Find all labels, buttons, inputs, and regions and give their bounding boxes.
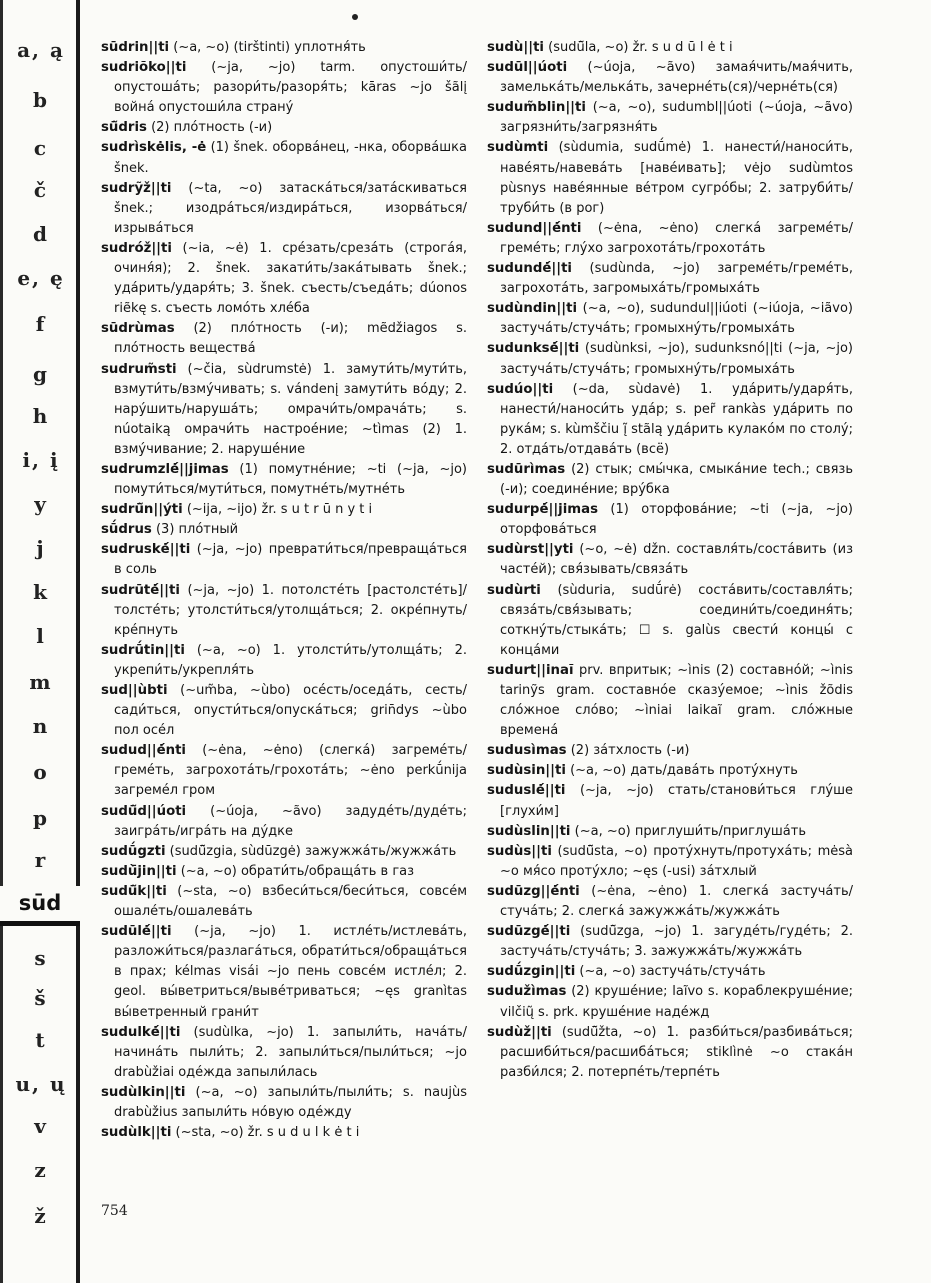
page-number: 754: [101, 1203, 128, 1219]
dictionary-entry: [487, 661, 853, 741]
entry-definition: (~ėna, ~ėno) (слегка́) загреме́ть/греме́ть, загрохота́ть/грохота́ть; ~ėno perkū́nija загреме́л гром: [114, 743, 467, 799]
entry-headword: sudróž||ti: [101, 240, 172, 256]
right-column: [487, 38, 853, 1083]
entry-definition: (~o, ~ė) džn. составля́ть/соста́вить (из часте́й); свя́зывать/связа́ть: [500, 542, 853, 578]
dictionary-entry: [101, 862, 467, 882]
entry-headword: sudrumzlė́||jimas: [101, 461, 229, 477]
dictionary-entry: [101, 802, 467, 842]
dictionary-entry: [487, 380, 853, 460]
entry-headword: sud||ùbti: [101, 683, 168, 698]
thumb-letter[interactable]: i, į: [22, 448, 60, 472]
dictionary-entry: [487, 882, 853, 922]
entry-headword: sudùrti: [487, 582, 541, 598]
entry-definition: (~a, ~o) 1. утолсти́ть/утолща́ть; 2. укрепи́ть/укрепля́ть: [114, 642, 467, 678]
entry-definition: (sudùnksi, ~jo), sudunksnó||ti (~ja, ~jo) застуча́ть/стуча́ть; громыхну́ть/громыха́ть: [500, 341, 853, 377]
thumb-letter[interactable]: s: [34, 946, 48, 970]
entry-definition: (2) плóтность (-и): [146, 120, 273, 136]
entry-headword: sudurt||inaĩ: [487, 662, 574, 678]
dictionary-entry: [487, 500, 853, 540]
thumb-letter[interactable]: š: [34, 986, 48, 1010]
entry-headword: sudū̃d||úoti: [101, 803, 187, 819]
dictionary-entry: [487, 98, 853, 138]
entry-headword: sudud||ė́nti: [101, 743, 186, 759]
entry-headword: sudūzgė́||ti: [487, 924, 571, 940]
entry-headword: sudùlk||ti: [101, 1125, 172, 1141]
dictionary-entry: [487, 138, 853, 218]
entry-definition: (sudū̃sta, ~o) проту́хнуть/протуха́ть; mėsà ~o мя́со проту́хло; ~ęs (-usi) за́тхлый: [500, 843, 853, 879]
entry-headword: sudùrst||yti: [487, 542, 574, 558]
dictionary-entry: [487, 842, 853, 882]
entry-definition: (~sta, ~o) žr. s u d u l k ė t i: [171, 1125, 360, 1141]
dictionary-entry: [101, 118, 467, 138]
entry-headword: sudūl||úoti: [487, 60, 568, 76]
dictionary-entry: [101, 581, 467, 641]
entry-definition: (3) плóтный: [151, 522, 239, 538]
thumb-letter[interactable]: y: [34, 492, 48, 516]
dictionary-entry: [487, 339, 853, 379]
dictionary-entry: [487, 299, 853, 339]
thumb-letter[interactable]: v: [34, 1114, 48, 1138]
entry-definition: (sudū̃la, ~o) žr. s u d ū l ė t i: [544, 40, 733, 55]
entry-definition: (~a, ~o), sudumbl||úoti (~úoja, ~ãvo) загрязни́ть/загрязня́ть: [500, 100, 853, 136]
thumb-letter[interactable]: a, ą: [17, 38, 65, 62]
entry-definition: (sùdumia, sudū́mė) 1. нанести́/наноси́ть, навéять/навева́ть [навéивать]; vėjo sudùmtos pùsnys навéянные ве́тром сугро́бы; 2. затруби́ть/труби́ть (в рог): [500, 140, 853, 216]
thumb-index-rule: [76, 0, 80, 1283]
entry-definition: (~ja, ~jo) преврати́ться/превраща́ться в соль: [114, 542, 467, 578]
entry-headword: sudrum̃sti: [101, 361, 177, 377]
entry-definition: (~a, ~o), sudundul||iúoti (~iúoja, ~iãvo) застуча́ть/стуча́ть; громыхну́ть/громыха́ть: [500, 301, 853, 337]
entry-headword: sudùlkin||ti: [101, 1084, 186, 1100]
entry-headword: sudrìskėlis, -ė: [101, 140, 207, 156]
entry-headword: sudrūtė́||ti: [101, 582, 180, 598]
entry-headword: sudrū̃n||ýti: [101, 502, 183, 518]
entry-headword: sūdrùmas: [101, 321, 175, 337]
entry-definition: (~ia, ~ė) 1. сре́зать/среза́ть (строга́я, очиня́я); 2. šnek. закати́ть/зака́тывать šnek.; уда́рить/ударя́ть; 3. šnek. съесть/съеда́ть; dúonos riẽkę s. съесть ломо́ть хле́ба: [114, 240, 467, 317]
entry-headword: sudùsin||ti: [487, 763, 566, 779]
dictionary-entry: [487, 460, 853, 500]
dictionary-entry: [101, 882, 467, 922]
thumb-letter[interactable]: b: [33, 88, 49, 112]
dictionary-entry: [101, 1123, 467, 1143]
entry-headword: sudrū́tin||ti: [101, 642, 185, 658]
entry-definition: (~ja, ~jo) tarm. опустоши́ть/опустоша́ть; разори́ть/разоря́ть; kāras ~jo šãlį войнá опустоши́ла страну́: [114, 60, 467, 116]
entry-definition: (~ja, ~jo) 1. истле́ть/истлева́ть, разложи́ться/разлага́ться, обрати́ться/обраща́ться в прах; kélmas visái ~jo пень совсе́м истле́л; 2. geol. вы́ветриться/вывéтриваться; ~ęs granìtas вы́ветренный грани́т: [114, 924, 467, 1020]
entry-headword: sudū́zgin||ti: [487, 964, 576, 980]
dictionary-entry: [101, 922, 467, 1022]
entry-headword: sudunksė́||ti: [487, 341, 580, 357]
entry-headword: sudum̃blin||ti: [487, 100, 586, 116]
dictionary-entry: [101, 520, 467, 540]
entry-headword: sudùmti: [487, 140, 549, 156]
dictionary-entry: [101, 460, 467, 500]
entry-definition: (2) стык; смы́чка, смыка́ние tech.; связь (-и); соедине́ние; вру́бка: [500, 461, 853, 498]
thumb-letter[interactable]: p: [33, 806, 49, 830]
entry-definition: (2) круше́ние; laĩvo s. кораблекруше́ние; vilčių̃ s. prk. круше́ние наде́жд: [500, 984, 853, 1020]
entry-headword: sudužìmas: [487, 984, 567, 1000]
thumb-letter[interactable]: n: [32, 714, 50, 738]
dictionary-entry: [101, 1023, 467, 1083]
dictionary-entry: [487, 781, 853, 821]
entry-definition: (~ta, ~o) затаска́ться/зата́скиваться šnek.; изодра́ться/издира́ться, изорва́ться/изрыва́ться: [114, 180, 467, 236]
thumb-letter[interactable]: r: [34, 848, 48, 872]
entry-definition: (2) плóтность (-и); mẽdžiagos s. плóтность вещества́: [114, 321, 467, 357]
entry-headword: suduslė́||ti: [487, 783, 566, 799]
thumb-letter[interactable]: e, ę: [17, 266, 65, 290]
dictionary-entry: [487, 822, 853, 842]
entry-definition: (~a, ~o) запыли́ть/пыли́ть; s. naujùs drabùžius запыли́ть но́вую оде́жду: [114, 1084, 467, 1120]
entry-headword: sudù||ti: [487, 40, 544, 55]
entry-definition: (~a, ~o) приглуши́ть/приглуша́ть: [570, 823, 806, 839]
dictionary-entry: [101, 319, 467, 359]
entry-definition: (sudū̃zga, ~jo) 1. загуде́ть/гуде́ть; 2. застуча́ть/стуча́ть; 3. зажужжа́ть/жужжа́ть: [500, 924, 853, 960]
entry-headword: sudurpė́||jimas: [487, 502, 599, 518]
dictionary-entry: [101, 681, 467, 741]
entry-headword: sudúo||ti: [487, 381, 554, 397]
dictionary-entry: [101, 842, 467, 862]
thumb-letter[interactable]: l: [36, 624, 46, 648]
entry-definition: prv. впритык; ~ìnis (2) составно́й; ~ìnis tarinỹs gram. составно́е сказу́емое; ~ìnis žõdis сло́жное сло́во; ~ìniai laikaĩ gram. сло́жные времена́: [500, 662, 853, 739]
thumb-letter[interactable]: c: [33, 136, 49, 160]
thumb-letter[interactable]: f: [35, 312, 47, 336]
thumb-letter[interactable]: z: [34, 1158, 48, 1182]
dictionary-entry: [101, 741, 467, 801]
entry-headword: sudū̃k||ti: [101, 883, 167, 899]
entry-headword: sudund||ė́nti: [487, 220, 582, 236]
thumb-letter[interactable]: ž: [34, 1204, 48, 1228]
entry-definition: (sùduria, sudū́rė) соста́вить/составля́ть; связа́ть/свя́зывать; соедини́ть/соединя́ть; соткну́ть/стыка́ть; ☐ s. galùs свести́ концы́ с конца́ми: [500, 582, 853, 658]
entry-definition: (~ja, ~jo) стать/станови́ться глу́ше [глухи́м]: [500, 783, 853, 819]
dictionary-entry: [487, 581, 853, 661]
entry-headword: sudùž||ti: [487, 1024, 552, 1040]
entry-definition: (~ėna, ~ėno) слегка́ загреме́ть/греме́ть; глу́хо загрохота́ть/грохота́ть: [500, 220, 853, 256]
entry-headword: sūdrin||ti: [101, 40, 170, 55]
dictionary-entry: [101, 239, 467, 319]
dictionary-entry: [487, 962, 853, 982]
entry-definition: (sudùnda, ~jo) загреме́ть/греме́ть, загрохота́ть, загромыха́ть/громыха́ть: [500, 261, 853, 297]
entry-headword: sudūlė́||ti: [101, 924, 172, 940]
dictionary-entry: [487, 982, 853, 1022]
entry-definition: (1) помутне́ние; ~ti (~ja, ~jo) помути́ться/мути́ться, помутне́ть/мутне́ть: [114, 461, 467, 498]
entry-definition: (sudū̃zgia, sùdūzgė) зажужжа́ть/жужжа́ть: [165, 843, 457, 859]
thumb-letter[interactable]: g: [33, 362, 49, 386]
entry-definition: (~a, ~o) (tirštinti) уплотня́ть: [169, 40, 366, 55]
entry-definition: (~ija, ~ijo) žr. s u t r ū n y t i: [182, 502, 373, 518]
dictionary-entry: [487, 922, 853, 962]
thumb-letter[interactable]: u, ų: [15, 1072, 67, 1096]
dictionary-entry: [487, 540, 853, 580]
dictionary-entry: [101, 500, 467, 520]
thumb-letter[interactable]: o: [33, 760, 49, 784]
entry-definition: (~úoja, ~ãvo) задуде́ть/дуде́ть; заигра́ть/игра́ть на ду́дке: [114, 803, 467, 839]
entry-definition: (1) оторфова́ние; ~ti (~ja, ~jo) оторфова́ться: [500, 502, 853, 538]
entry-definition: (~a, ~o) застуча́ть/стуча́ть: [575, 964, 766, 980]
dictionary-entry: [101, 1083, 467, 1123]
entry-headword: sudruskė́||ti: [101, 542, 191, 558]
entry-definition: (~um̃ba, ~ùbo) осе́сть/оседа́ть, сесть/сади́ться, опусти́ться/опуска́ться; grin̄dys ~ùbo пол осе́л: [114, 683, 467, 739]
thumb-letter[interactable]: h: [32, 404, 50, 428]
dictionary-entry: [487, 741, 853, 761]
dictionary-entry: [101, 38, 467, 58]
dictionary-entry: [487, 1023, 853, 1083]
entry-definition: (~čia, sùdrumstė) 1. замути́ть/мути́ть, взмути́ть/взму́чивать; s. vándenį замути́ть во́ду; 2. нару́шить/наруша́ть; омрачи́ть/омрача́ть; s. núotaiką омрачи́ть настрое́ние; ~tìmas (2) 1. взму́чивание; 2. наруше́ние: [114, 361, 467, 457]
dictionary-entry: [101, 641, 467, 681]
entry-headword: sudùslin||ti: [487, 823, 571, 839]
top-dot-mark: [352, 14, 358, 20]
entry-headword: sudundė́||ti: [487, 261, 572, 277]
entry-definition: (~da, sùdavė) 1. уда́рить/ударя́ть, нанести́/наноси́ть уда́р; s. per̃ rankàs уда́рить по рука́м; s. kùmščiu į̃ stãlą уда́рить кулако́м по столу́; 2. отда́ть/отдава́ть (всё): [500, 381, 853, 457]
thumb-letter[interactable]: č: [33, 178, 49, 202]
entry-definition: (sudū̃žta, ~o) 1. разби́ться/разбива́ться; расшиби́ться/расшиба́ться; stiklìnė ~o стака́н разби́лся; 2. потерпе́ть/терпе́ть: [500, 1024, 853, 1080]
entry-definition: (~a, ~o) обрати́ть/обраща́ть в газ: [176, 863, 415, 879]
thumb-letter[interactable]: j: [36, 536, 46, 560]
entry-definition: (2) за́тхлость (-и): [566, 743, 690, 759]
current-section-tab[interactable]: sūd: [0, 886, 80, 926]
thumb-letter[interactable]: m: [29, 670, 53, 694]
thumb-letter[interactable]: k: [33, 580, 49, 604]
dictionary-entry: [487, 259, 853, 299]
entry-definition: (~a, ~o) дать/дава́ть проту́хнуть: [565, 763, 798, 779]
entry-definition: (~sta, ~o) взбеси́ться/беси́ться, совсе́м ошале́ть/ошалева́ть: [114, 883, 467, 920]
entry-definition: (~úoja, ~ãvo) замая́чить/мая́чить, замелька́ть/мелька́ть, зачерне́ть(ся)/черне́ть(ся): [500, 60, 853, 96]
entry-definition: (~ėna, ~ėno) 1. слегка́ застуча́ть/стуча́ть; 2. слегка́ зажужжа́ть/жужжа́ть: [500, 883, 853, 920]
entry-definition: (sudùlka, ~jo) 1. запыли́ть, нача́ть/начина́ть пыли́ть; 2. запыли́ться/пыли́ться; ~jo drabùžiai оде́жда запыли́лась: [114, 1024, 467, 1080]
entry-headword: sudusìmas: [487, 743, 567, 759]
thumb-index: [0, 0, 76, 1283]
dictionary-entry: [101, 540, 467, 580]
entry-headword: sudūzg||ė́nti: [487, 883, 580, 899]
entry-headword: sū̃dris: [101, 120, 147, 136]
dictionary-entry: [101, 138, 467, 178]
entry-headword: sudùndin||ti: [487, 301, 578, 317]
entry-headword: sudulkė́||ti: [101, 1024, 181, 1040]
left-column: [101, 38, 467, 1143]
entry-headword: sū́drus: [101, 522, 152, 538]
entry-headword: sudriõko||ti: [101, 60, 187, 76]
entry-headword: sudrỹž||ti: [101, 180, 172, 196]
dictionary-entry: [487, 58, 853, 98]
entry-definition: (1) šnek. оборва́нец, -нка, оборва́шка šnek.: [114, 140, 467, 176]
entry-headword: sudùs||ti: [487, 843, 552, 859]
dictionary-entry: [101, 58, 467, 118]
entry-headword: sudù̄jin||ti: [101, 863, 177, 879]
dictionary-entry: [487, 219, 853, 259]
thumb-letter[interactable]: d: [33, 222, 49, 246]
thumb-letter[interactable]: t: [35, 1028, 47, 1052]
dictionary-entry: [101, 179, 467, 239]
dictionary-entry: [101, 360, 467, 460]
entry-definition: (~ja, ~jo) 1. потолсте́ть [растолсте́ть]/толсте́ть; утолсти́ться/утолща́ться; 2. окре́пнуть/кре́пнуть: [114, 582, 467, 638]
entry-headword: sudū́gzti: [101, 843, 166, 859]
entry-headword: sudūrìmas: [487, 461, 566, 477]
dictionary-entry: [487, 761, 853, 781]
dictionary-entry: [487, 38, 853, 58]
